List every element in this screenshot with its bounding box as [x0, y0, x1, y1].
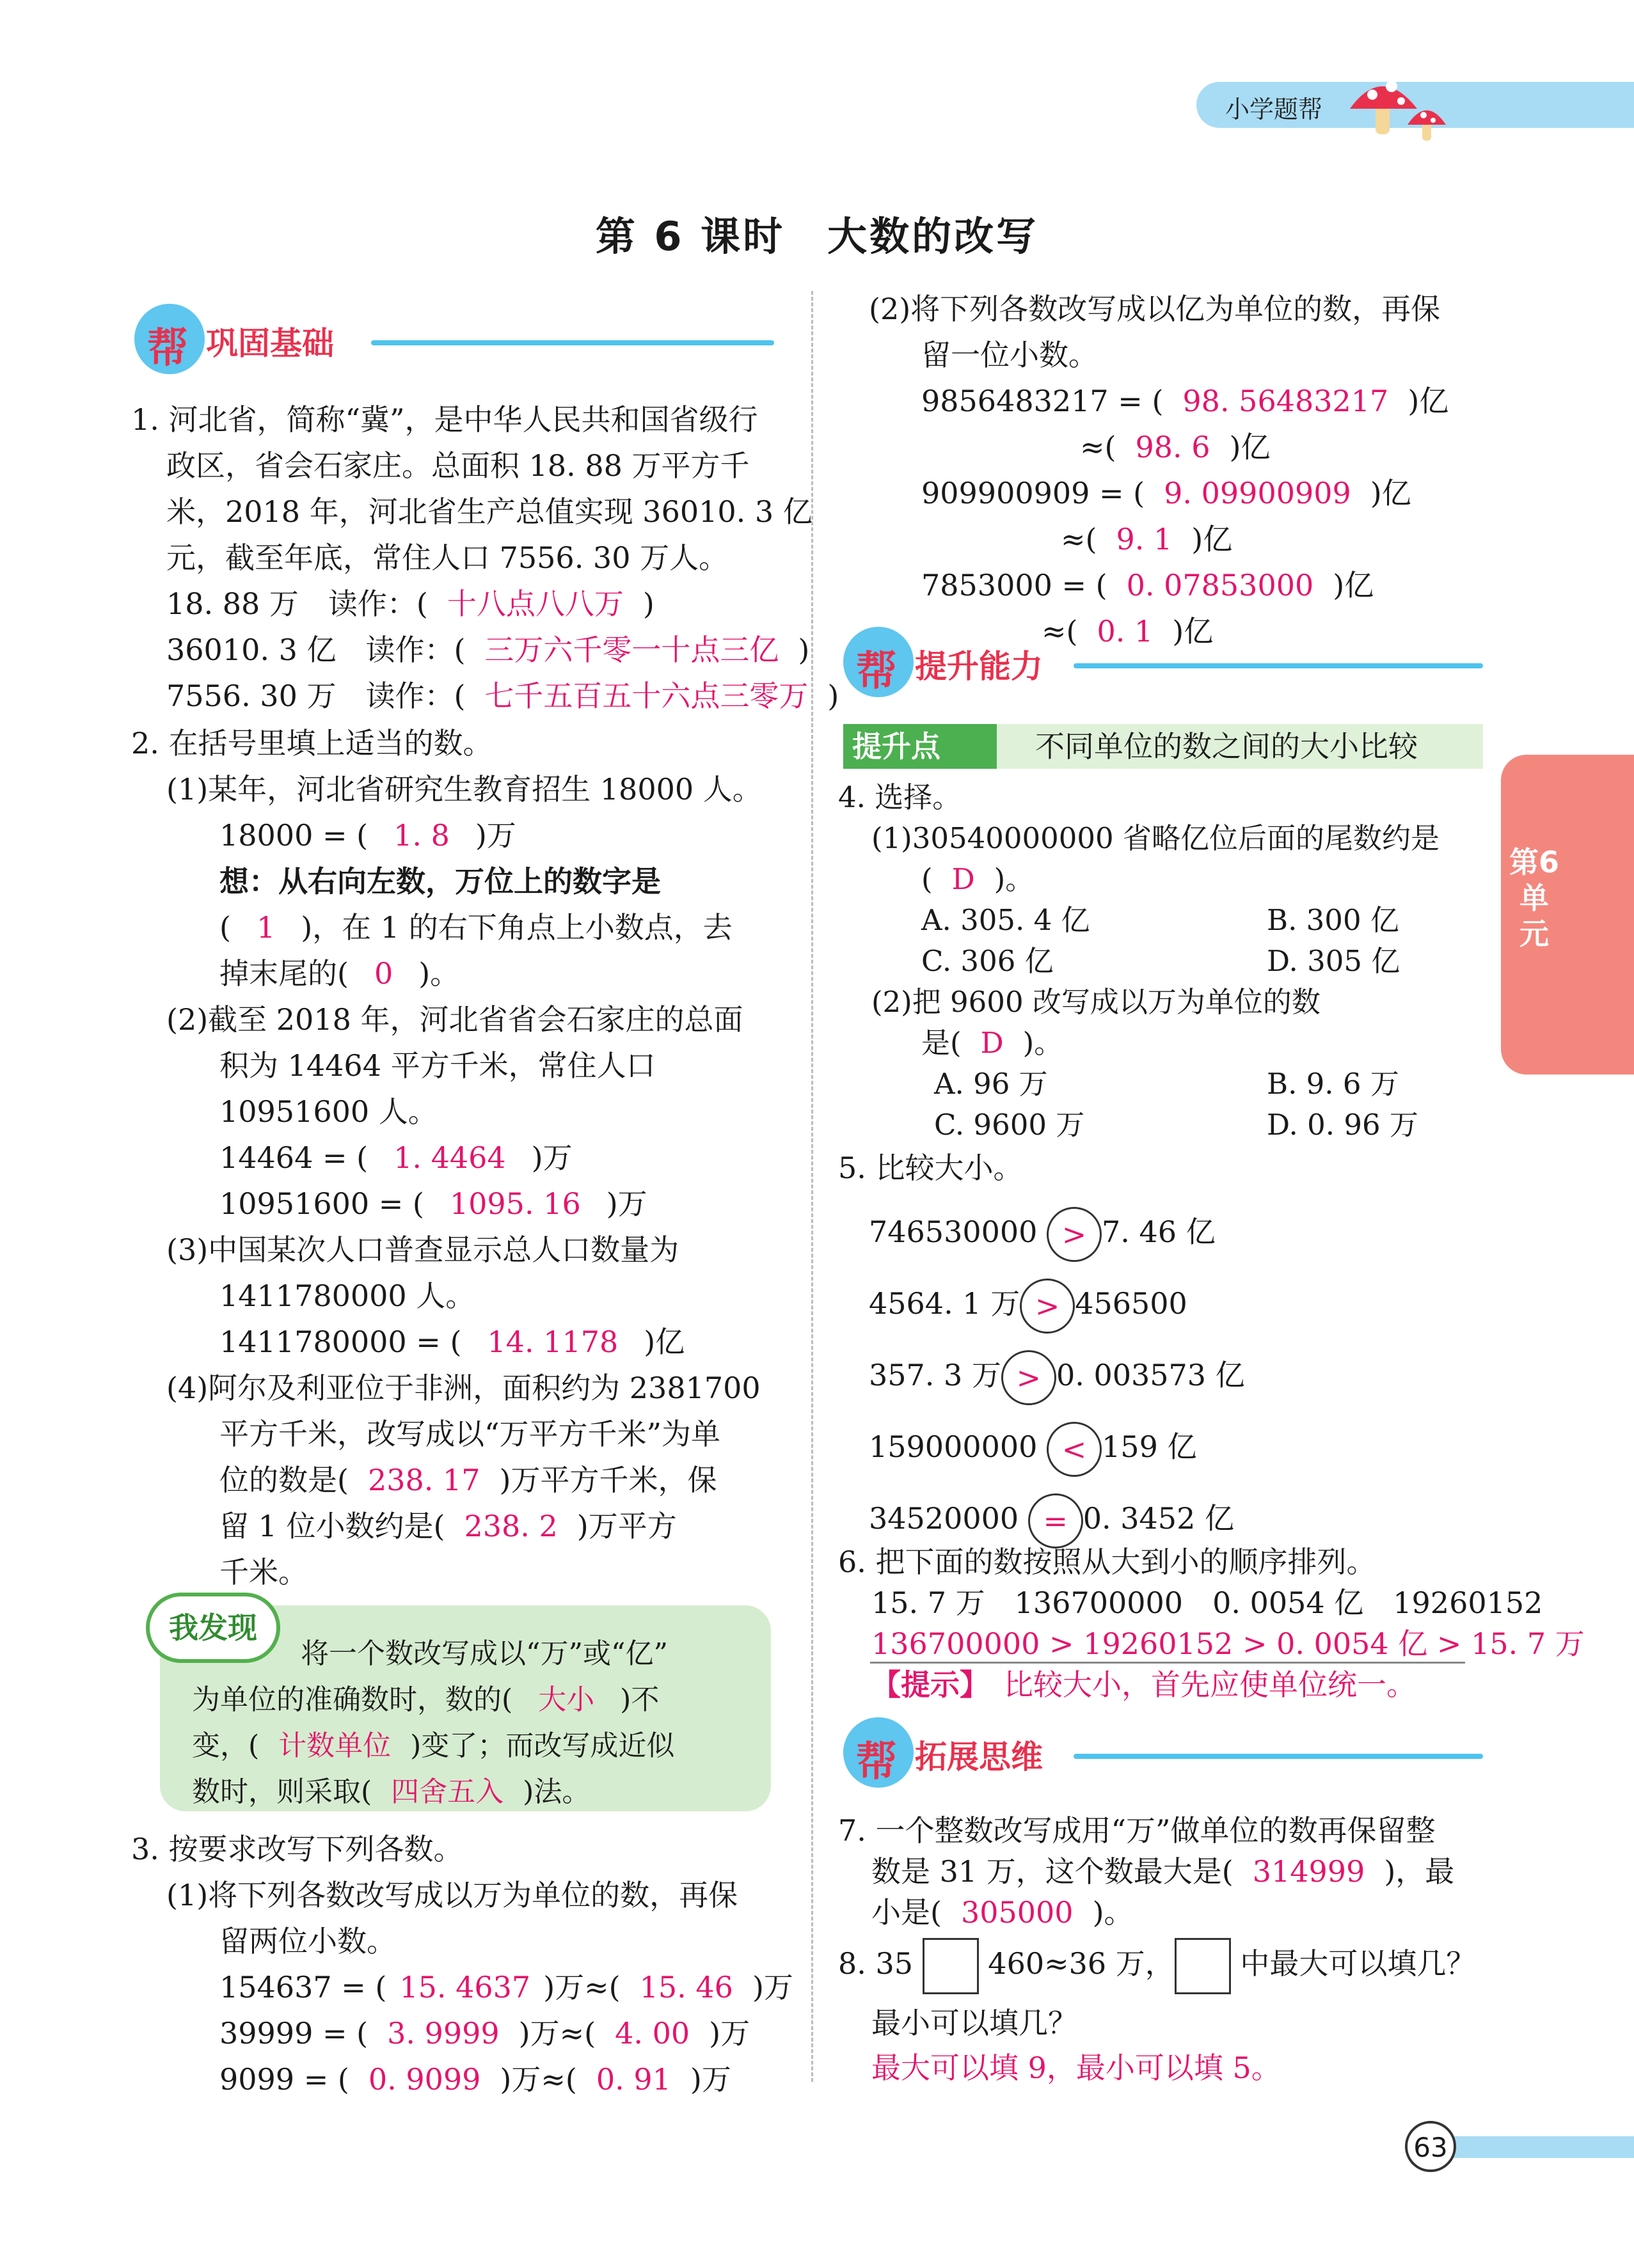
- q2-text: 2. 在括号里填上适当的数。 (1)某年，河北省研究生教育招生 18000 人。 18000 = ( 1. 8 )万 想：从右向左数，万位上的数字是 ( 1 )，在 1 的右下角点上小数点，去 掉末尾的( 0 )。 (2)截至 2018 年，河北省省会石家庄的总面 积为 14464 平方千米，常住人口 10951600 人。 14464 = ( 1. 4464 )万 10951600 = ( 1095. 16 )万 (3)中国某次人口普查显示总人口数量为 1411780000 人。 1411780000 = ( 14. 1178 )亿 (4)阿尔及利亚位于非洲，面积约为 2381700 平方千米，改写成以“万平方千米”为单 位的数是( 238. 17 )万平方千米，保 留 1 位小数约是( 238. 2 )万平方 千米。: [131, 726, 762, 1589]
- q3-text: 3. 按要求改写下列各数。 (1)将下列各数改写成以万为单位的数，再保 留两位小数。 154637 = ( 15. 4637 )万≈( 15. 46 )万 39999 = ( 3. 9999 )万≈( 4. 00 )万 9099 = ( 0. 9099 )万≈( 0. 91 )万: [131, 1832, 793, 2097]
- blank-box: [1175, 1938, 1231, 1994]
- page-title: 第 6 课时 大数的改写: [595, 213, 1039, 260]
- q5-text: 5. 比较大小。: [838, 1151, 1023, 1185]
- section-title: 拓展思维: [915, 1738, 1043, 1776]
- section-rule: [371, 340, 774, 345]
- section-gonggu: [134, 304, 774, 374]
- discovery-badge: 我发现: [146, 1593, 280, 1663]
- page-number-bar: [1446, 2136, 1634, 2158]
- q8-text: 8. 35 460≈36 万， 中最大可以填几？ 最小可以填几？ 最大可以填 9，最小可以填 5。: [838, 1938, 1475, 2090]
- discovery-text: 将一个数改写成以“万”或“亿” 为单位的准确数时，数的( 大小 )不 变，( 计数单位 )变了；而改写成近似 数时，则采取( 四舍五入 )法。: [192, 1637, 675, 1808]
- section-tisheng: [843, 627, 1483, 697]
- answer-rule: [870, 1662, 1465, 1664]
- section-title: 巩固基础: [206, 325, 334, 362]
- header-tag: 小学题帮: [1225, 95, 1323, 123]
- section-title: 提升能力: [915, 648, 1043, 685]
- q4-text: 4. 选择。 (1)30540000000 省略亿位后面的尾数约是 ( D )。 A. 305. 4 亿 B. 300 亿 C. 306 亿 D. 305 亿 (2)把 9600 改写成以万为单位的数 是( D )。 A. 96 万 B. 9. 6 万 C. 9600 万 D. 0. 96 万: [838, 780, 1440, 1142]
- section-badge: 帮: [843, 1717, 914, 1788]
- unit-tab-label: 第6单元: [1509, 845, 1559, 951]
- q5-rows: 746530000 > 7. 46 亿 4564. 1 万 > 456500 357. 3 万 > 0. 003573 亿 159000000 < 159 亿 34520000 = 0. 3452 亿: [869, 1196, 1245, 1554]
- section-badge: 帮: [843, 627, 914, 697]
- blank-box: [923, 1938, 979, 1994]
- page-number: 63: [1405, 2121, 1456, 2172]
- q7-text: 7. 一个整数改写成用“万”做单位的数再保留整 数是 31 万，这个数最大是( 314999 )，最 小是( 305000 )。: [838, 1813, 1455, 1930]
- key-point-badge: 提升点: [843, 724, 997, 769]
- section-tuozhan: [843, 1717, 1483, 1788]
- section-rule: [1074, 663, 1483, 668]
- section-rule: [1074, 1754, 1483, 1759]
- q1-text: 1. 河北省，简称“冀”，是中华人民共和国省级行 政区，省会石家庄。总面积 18. 88 万平方千 米，2018 年，河北省生产总值实现 36010. 3 亿 元，截至年底，常住人口 7556. 30 万人。 18. 88 万 读作：( 十八点八八万 ) 36010. 3 亿 读作：( 三万六千零一十点三亿 ) 7556. 30 万 读作：( 七千五百五十六点三零万 ): [131, 402, 839, 713]
- mushroom-icon: [1337, 58, 1465, 147]
- key-point-text: 不同单位的数之间的大小比较: [1035, 729, 1418, 764]
- q3-part2: (2)将下列各数改写成以亿为单位的数，再保 留一位小数。 9856483217 = ( 98. 56483217 )亿 ≈( 98. 6 )亿 909900909 = ( 9. 09900909 )亿 ≈( 9. 1 )亿 7853000 = ( 0. 07853000 )亿 ≈( 0. 1 )亿: [869, 292, 1449, 649]
- q6-text: 6. 把下面的数按照从大到小的顺序排列。 15. 7 万 136700000 0. 0054 亿 19260152 136700000 > 19260152 > 0. 0054 亿 > 15. 7 万 【提示】 比较大小，首先应使单位统一。: [838, 1545, 1585, 1702]
- section-badge: 帮: [134, 304, 205, 374]
